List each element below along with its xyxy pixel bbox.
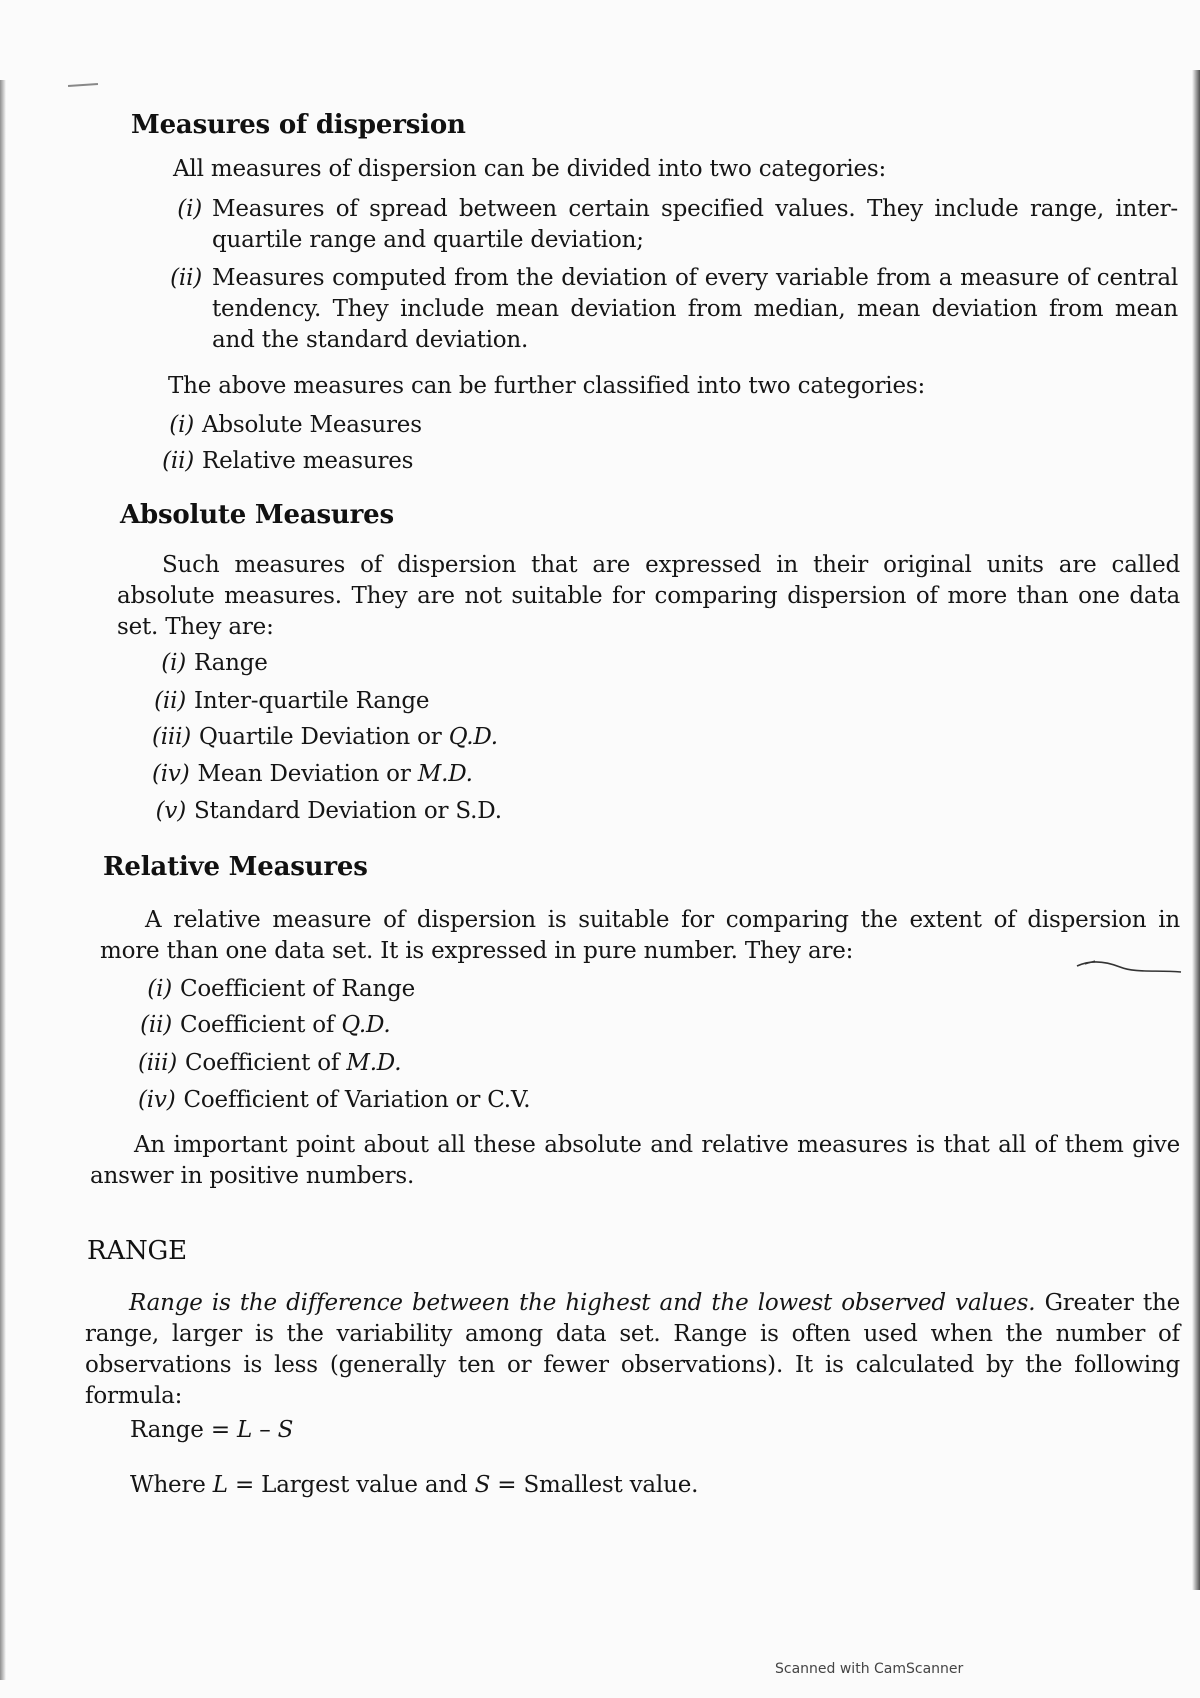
list-item-number: (i) <box>169 412 194 438</box>
section-heading-relative-measures: Relative Measures <box>103 852 368 882</box>
list-item-abbrev: Q.D. <box>448 724 498 750</box>
list-item-text-plain: Coefficient of <box>180 1012 342 1038</box>
further-classification-text: The above measures can be further classified into two categories: <box>168 373 926 399</box>
list-item-text: Range <box>194 650 268 676</box>
list-item-number: (iv) <box>138 1087 176 1113</box>
list-item <box>152 720 498 754</box>
list-item-number: (ii) <box>140 1012 172 1038</box>
range-formula <box>130 1415 293 1446</box>
list-item-number: (iii) <box>138 1050 178 1076</box>
list-item <box>138 1008 390 1042</box>
list-item-text: Standard Deviation or S.D. <box>194 798 502 824</box>
list-item <box>138 1046 401 1080</box>
list-item-number: (iii) <box>152 724 192 750</box>
list-item-number: (i) <box>161 650 186 676</box>
where-suffix: = Smallest value. <box>490 1472 699 1498</box>
list-item-abbrev: M.D. <box>346 1050 402 1076</box>
absolute-measures-paragraph: Such measures of dispersion that are expressed in their original units are called absolute measures. They are not suitable for comparing dispersion of more than one data set. They are: <box>117 552 1180 640</box>
list-item-text: Inter-quartile Range <box>194 688 430 714</box>
list-item-text <box>180 1008 390 1042</box>
range-formula-lhs: Range = <box>130 1417 237 1443</box>
list-item <box>138 1083 530 1117</box>
list-item-number: (iv) <box>152 761 190 787</box>
range-definition-rest: Greater the range, larger is the variability among data set. Range is often used when the number of observations is less (generally ten or fewer observations). It is calculated by the following formula: <box>85 1290 1181 1409</box>
list-item-text-plain: Mean Deviation or <box>197 761 418 787</box>
list-item-text-plain: Quartile Deviation or <box>199 724 449 750</box>
list-item <box>152 794 502 828</box>
where-prefix: Where <box>130 1472 213 1498</box>
section-heading-range: RANGE <box>87 1236 187 1266</box>
list-item-text <box>198 757 473 791</box>
positive-numbers-note: An important point about all these absolute and relative measures is that all of them give answer in positive numbers. <box>90 1132 1180 1189</box>
pen-mark-icon <box>1075 958 1185 976</box>
list-item-number: (ii) <box>154 688 186 714</box>
list-item-text <box>185 1046 401 1080</box>
list-item-number: (v) <box>155 798 186 824</box>
list-item-text-plain: Coefficient of <box>185 1050 347 1076</box>
section-heading-absolute-measures: Absolute Measures <box>120 500 394 530</box>
list-item-text: Measures computed from the deviation of every variable from a measure of central tendency. They include mean deviation from median, mean deviation from mean and the standard deviation. <box>212 265 1178 353</box>
relative-measures-paragraph: A relative measure of dispersion is suitable for comparing the extent of dispersion in more than one data set. It is expressed in pure number. They are: <box>100 907 1180 964</box>
section-heading-measures-of-dispersion: Measures of dispersion <box>131 110 466 140</box>
list-item-text: Absolute Measures <box>202 412 422 438</box>
list-item <box>138 972 415 1006</box>
range-definition-italic: Range is the difference between the highest and the lowest observed values. <box>129 1290 1036 1316</box>
range-formula-L: L <box>237 1417 253 1443</box>
list-item <box>168 263 1178 356</box>
list-item <box>160 408 422 442</box>
range-definition-paragraph <box>85 1288 1180 1412</box>
list-item <box>168 194 1178 256</box>
list-item-abbrev: M.D. <box>417 761 473 787</box>
list-item-number: (ii) <box>170 265 202 291</box>
list-item <box>160 444 413 478</box>
list-item-number: (i) <box>147 976 172 1002</box>
list-item <box>152 684 429 718</box>
intro-text: All measures of dispersion can be divided into two categories: <box>173 156 887 182</box>
list-item <box>152 646 268 680</box>
where-mid: = Largest value and <box>227 1472 475 1498</box>
list-item-number: (i) <box>177 196 202 222</box>
where-S: S <box>474 1472 491 1498</box>
range-formula-minus: – <box>252 1417 278 1443</box>
list-item-text <box>199 720 498 754</box>
range-formula-S: S <box>277 1417 294 1443</box>
where-L: L <box>212 1472 228 1498</box>
list-item-abbrev: Q.D. <box>341 1012 391 1038</box>
list-item-text: Relative measures <box>202 448 414 474</box>
list-item-text: Measures of spread between certain specified values. They include range, inter-quartile range and quartile deviation; <box>212 196 1178 253</box>
list-item <box>152 757 473 791</box>
list-item-text: Coefficient of Range <box>180 976 416 1002</box>
list-item-number: (ii) <box>162 448 194 474</box>
camscanner-watermark: Scanned with CamScanner <box>775 1661 964 1677</box>
range-formula-where <box>130 1470 698 1501</box>
list-item-text: Coefficient of Variation or C.V. <box>183 1087 531 1113</box>
